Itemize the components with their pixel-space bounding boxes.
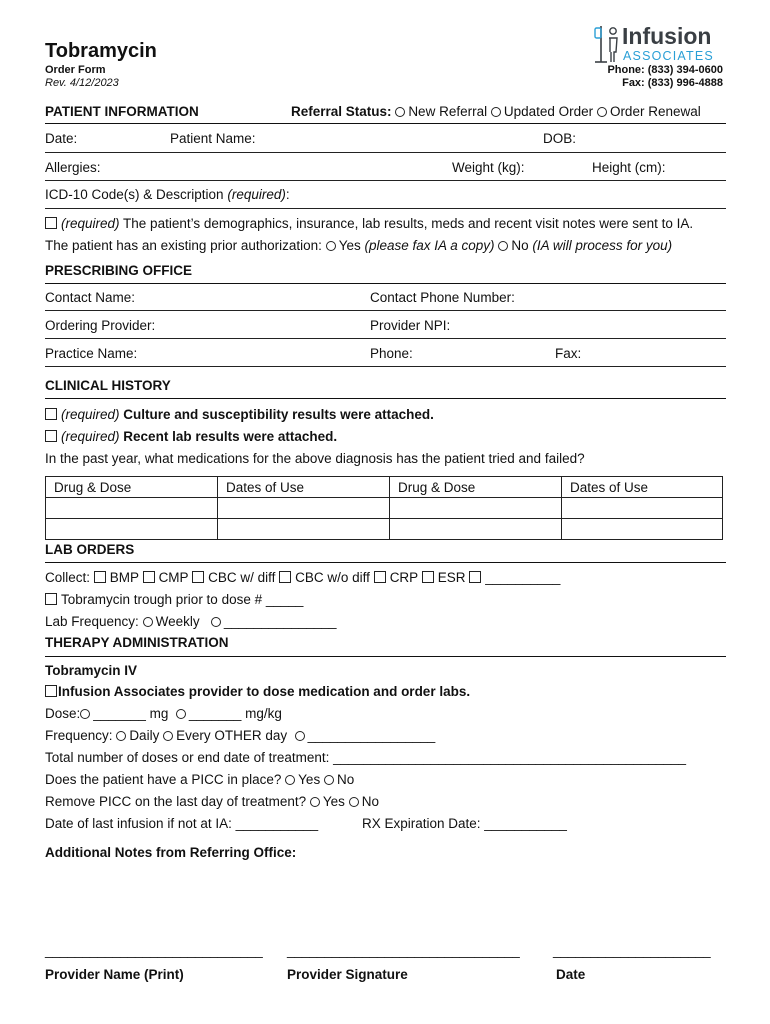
ia-dose-checkbox-row[interactable]: Infusion Associates provider to dose medication and order labs. (45, 684, 470, 699)
table-header-cell: Dates of Use (562, 477, 723, 498)
date-field[interactable]: Date: (45, 131, 78, 146)
total-doses-field[interactable]: Total number of doses or end date of treatment: _______________________________________________ (45, 750, 687, 765)
table-cell[interactable] (390, 519, 562, 540)
form-revision: Rev. 4/12/2023 (45, 77, 119, 89)
checkbox-icon[interactable] (192, 571, 204, 583)
table-cell[interactable] (46, 519, 218, 540)
remove-picc-row: Remove PICC on the last day of treatment? Yes No (45, 794, 379, 809)
checkbox-icon[interactable] (94, 571, 106, 583)
prescribing-section-heading: PRESCRIBING OFFICE (45, 263, 193, 278)
fax-number: Fax: (833) 996-4888 (622, 77, 723, 89)
table-header-cell: Drug & Dose (390, 477, 562, 498)
radio-icon[interactable] (597, 107, 607, 117)
referral-new-option[interactable]: New Referral (395, 104, 487, 119)
checkbox-icon[interactable] (374, 571, 386, 583)
tobramycin-iv-heading: Tobramycin IV (45, 663, 138, 678)
office-fax-field[interactable]: Fax: (555, 346, 582, 361)
table-cell[interactable] (46, 498, 218, 519)
additional-notes-label: Additional Notes from Referring Office: (45, 845, 297, 860)
table-header-cell: Drug & Dose (46, 477, 218, 498)
ordering-provider-field[interactable]: Ordering Provider: (45, 318, 156, 333)
freq-daily-option[interactable]: Daily (116, 728, 159, 743)
lab-crp-option[interactable]: CRP (374, 570, 418, 585)
checkbox-icon[interactable] (469, 571, 481, 583)
date-label: Date (556, 967, 586, 982)
table-header-cell: Dates of Use (218, 477, 390, 498)
provider-name-label: Provider Name (Print) (45, 967, 184, 982)
prior-auth-row: The patient has an existing prior authorization: Yes (please fax IA a copy) No (IA will process for you) (45, 238, 673, 253)
culture-checkbox-row[interactable]: (required) Culture and susceptibility results were attached. (45, 407, 434, 422)
radio-icon[interactable] (116, 731, 126, 741)
checkbox-icon[interactable] (279, 571, 291, 583)
additional-notes-area[interactable] (45, 866, 725, 946)
lab-collect-row: Collect: BMP CMP CBC w/ diff CBC w/o diff CRP ESR __________ (45, 570, 561, 585)
lab-cmp-option[interactable]: CMP (143, 570, 189, 585)
checkbox-icon[interactable] (422, 571, 434, 583)
radio-icon[interactable] (324, 775, 334, 785)
radio-icon[interactable] (326, 241, 336, 251)
radio-icon[interactable] (211, 617, 221, 627)
table-header-row (46, 477, 723, 498)
referral-status: Referral Status: New Referral Updated Order Order Renewal (291, 104, 701, 119)
table-cell[interactable] (562, 519, 723, 540)
table-row (46, 519, 723, 540)
contact-name-field[interactable]: Contact Name: (45, 290, 136, 305)
therapy-section-heading: THERAPY ADMINISTRATION (45, 635, 229, 650)
iv-pole-icon (595, 26, 617, 62)
lab-other-option[interactable]: __________ (469, 570, 560, 585)
labs-checkbox-row[interactable]: (required) Recent lab results were attached. (45, 429, 337, 444)
table-row (46, 498, 723, 519)
infusion-associates-logo (592, 22, 727, 64)
checkbox-icon[interactable] (45, 408, 57, 420)
checkbox-icon[interactable] (45, 430, 57, 442)
dob-field[interactable]: DOB: (543, 131, 577, 146)
table-cell[interactable] (562, 498, 723, 519)
prior-auth-yes[interactable]: Yes (please fax IA a copy) (326, 238, 495, 253)
dose-mgkg-option[interactable]: _______ mg/kg (176, 706, 282, 721)
logo-sub-text: ASSOCIATES (623, 49, 714, 63)
checkbox-icon[interactable] (143, 571, 155, 583)
referral-updated-option[interactable]: Updated Order (491, 104, 593, 119)
radio-icon[interactable] (310, 797, 320, 807)
picc-question-row: Does the patient have a PICC in place? Yes No (45, 772, 355, 787)
patient-name-field[interactable]: Patient Name: (170, 131, 256, 146)
provider-signature-label: Provider Signature (287, 967, 408, 982)
checkbox-icon[interactable] (45, 593, 57, 605)
lab-cbc-diff-option[interactable]: CBC w/ diff (192, 570, 275, 585)
practice-name-field[interactable]: Practice Name: (45, 346, 138, 361)
form-title: Tobramycin (45, 40, 157, 62)
table-cell[interactable] (218, 519, 390, 540)
therapy-frequency-row: Frequency: Daily Every OTHER day _________________ (45, 728, 436, 743)
table-cell[interactable] (218, 498, 390, 519)
contact-phone-field[interactable]: Contact Phone Number: (370, 290, 515, 305)
radio-icon[interactable] (80, 709, 90, 719)
form-subtitle: Order Form (45, 64, 106, 76)
radio-icon[interactable] (176, 709, 186, 719)
patient-section-heading: PATIENT INFORMATION (45, 104, 199, 119)
freq-every-other-option[interactable]: Every OTHER day (163, 728, 287, 743)
last-infusion-field[interactable]: Date of last infusion if not at IA: ___________ (45, 816, 319, 831)
provider-signature-line[interactable]: _______________________________ (287, 943, 520, 958)
radio-icon[interactable] (498, 241, 508, 251)
remove-picc-no-option[interactable]: No (349, 794, 379, 809)
radio-icon[interactable] (143, 617, 153, 627)
referral-renewal-option[interactable]: Order Renewal (597, 104, 701, 119)
table-cell[interactable] (390, 498, 562, 519)
weight-field[interactable]: Weight (kg): (452, 160, 525, 175)
radio-icon[interactable] (349, 797, 359, 807)
picc-no-option[interactable]: No (324, 772, 354, 787)
lab-section-heading: LAB ORDERS (45, 542, 135, 557)
remove-picc-yes-option[interactable]: Yes (310, 794, 345, 809)
rx-expiration-field[interactable]: RX Expiration Date: ___________ (362, 816, 567, 831)
radio-icon[interactable] (395, 107, 405, 117)
logo-main-text: Infusion (622, 23, 712, 49)
radio-icon[interactable] (295, 731, 305, 741)
radio-icon[interactable] (491, 107, 501, 117)
lab-frequency-other[interactable]: _______________ (211, 614, 337, 629)
checkbox-icon[interactable] (45, 217, 57, 229)
failed-medications-table (45, 476, 723, 540)
radio-icon[interactable] (163, 731, 173, 741)
allergies-field[interactable]: Allergies: (45, 160, 101, 175)
height-field[interactable]: Height (cm): (592, 160, 666, 175)
lab-cbc-nodiff-option[interactable]: CBC w/o diff (279, 570, 370, 585)
dose-row: Dose: _______ mg _______ mg/kg (45, 706, 282, 721)
trough-checkbox-row[interactable]: Tobramycin trough prior to dose # _____ (45, 592, 303, 607)
lab-frequency-row: Lab Frequency: Weekly _______________ (45, 614, 337, 629)
lab-esr-option[interactable]: ESR (422, 570, 466, 585)
clinical-section-heading: CLINICAL HISTORY (45, 378, 171, 393)
prior-auth-no[interactable]: No (IA will process for you) (498, 238, 672, 253)
dose-mg-option[interactable]: _______ mg (80, 706, 168, 721)
radio-icon[interactable] (285, 775, 295, 785)
phone-number: Phone: (833) 394-0600 (607, 64, 723, 76)
failed-meds-question: In the past year, what medications for the above diagnosis has the patient tried and failed? (45, 451, 585, 466)
lab-bmp-option[interactable]: BMP (94, 570, 139, 585)
provider-npi-field[interactable]: Provider NPI: (370, 318, 451, 333)
demographics-checkbox-row[interactable]: (required) The patient’s demographics, insurance, lab results, meds and recent visit notes were sent to IA. (45, 216, 693, 231)
lab-weekly-option[interactable]: Weekly (143, 614, 200, 629)
picc-yes-option[interactable]: Yes (285, 772, 320, 787)
signature-date-line[interactable]: _____________________ (553, 943, 711, 958)
freq-other-option[interactable]: _________________ (295, 728, 436, 743)
office-phone-field[interactable]: Phone: (370, 346, 413, 361)
checkbox-icon[interactable] (45, 685, 57, 697)
icd-field[interactable]: ICD-10 Code(s) & Description (required): (45, 187, 290, 202)
provider-name-line[interactable]: _____________________________ (45, 943, 263, 958)
